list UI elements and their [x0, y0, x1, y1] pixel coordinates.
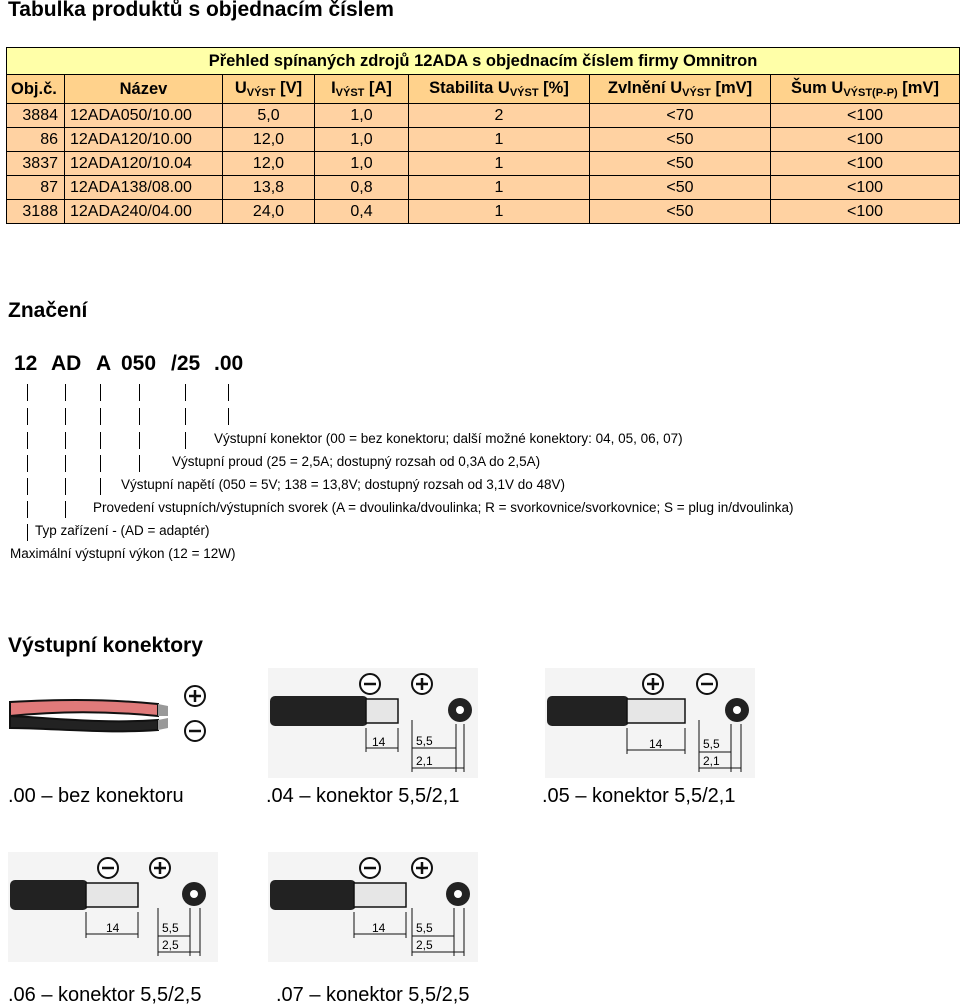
col-header-obj: Obj.č.: [7, 75, 65, 104]
dim-length: 14: [106, 921, 120, 935]
leader-bar: [185, 408, 186, 425]
leader-bar: [65, 501, 66, 518]
leader-bar: [27, 524, 28, 541]
leader-bar: [139, 432, 140, 449]
table-row: [7, 152, 960, 176]
cell-u: 13,8: [223, 176, 315, 200]
cell-u: 12,0: [223, 152, 315, 176]
cell-obj: 86: [7, 128, 65, 152]
plug-connector-07-figure: [268, 852, 478, 962]
product-table: [6, 47, 960, 224]
dim-outer: 5,5: [416, 734, 433, 748]
leader-bar: [100, 384, 101, 401]
leader-bar: [228, 408, 229, 425]
leader-bar: [185, 384, 186, 401]
cell-nazev: 12ADA120/10.00: [65, 128, 223, 152]
cell-stabilita: 2: [409, 104, 590, 128]
code-part-current: /25: [171, 352, 201, 375]
leader-bar: [100, 455, 101, 472]
cell-zvlneni: <70: [590, 104, 771, 128]
cell-sum: <100: [771, 176, 960, 200]
plus-icon: [185, 686, 205, 706]
page-title: Tabulka produktů s objednacím číslem: [8, 0, 394, 21]
plug-connector-05-figure: [545, 668, 755, 778]
dim-inner: 2,5: [416, 938, 433, 952]
plug-connector-04-figure: [268, 668, 478, 778]
col-header-stabilita: Stabilita $U_{VÝST}$ [%]: [409, 75, 590, 104]
cell-u: 24,0: [223, 200, 315, 224]
code-part-connector: .00: [214, 352, 244, 375]
desc-terminals: Provedení vstupních/výstupních svorek (A = dvoulinka/dvoulinka; R = svorkovnice/svorkovnice; S = plug in/dvoulinka): [93, 500, 794, 515]
dim-outer: 5,5: [416, 921, 433, 935]
code-part-voltage: 050: [121, 352, 157, 375]
cell-sum: <100: [771, 128, 960, 152]
leader-bar: [228, 384, 229, 401]
leader-bar: [139, 455, 140, 472]
cell-obj: 3188: [7, 200, 65, 224]
minus-icon: [360, 674, 380, 694]
connector-label-04: .04 – konektor 5,5/2,1: [266, 785, 460, 807]
cell-zvlneni: <50: [590, 128, 771, 152]
cell-nazev: 12ADA240/04.00: [65, 200, 223, 224]
code-part-type: AD: [51, 352, 82, 375]
leader-bar: [27, 432, 28, 449]
cell-zvlneni: <50: [590, 152, 771, 176]
leader-bar: [27, 478, 28, 495]
col-header-zvlneni: Zvlnění $U_{VÝST}$ [mV]: [590, 75, 771, 104]
dim-length: 14: [372, 735, 386, 749]
col-header-i: $I_{VÝST}$ [A]: [315, 75, 409, 104]
table-row: [7, 104, 960, 128]
leader-bar: [27, 455, 28, 472]
cable-bare-figure: [8, 682, 213, 750]
cell-sum: <100: [771, 152, 960, 176]
col-header-nazev: Název: [65, 75, 223, 104]
desc-current: Výstupní proud (25 = 2,5A; dostupný rozsah od 0,3A do 2,5A): [172, 454, 541, 469]
cell-zvlneni: <50: [590, 176, 771, 200]
connector-label-07: .07 – konektor 5,5/2,5: [276, 984, 470, 1006]
leader-bar: [139, 384, 140, 401]
code-part-power: 12: [14, 352, 38, 375]
minus-icon: [360, 858, 380, 878]
leader-bar: [27, 384, 28, 401]
plus-icon: [643, 674, 663, 694]
cell-i: 1,0: [315, 152, 409, 176]
leader-bar: [139, 408, 140, 425]
leader-bar: [100, 432, 101, 449]
cell-stabilita: 1: [409, 176, 590, 200]
leader-bar: [65, 432, 66, 449]
dim-outer: 5,5: [703, 737, 720, 751]
dim-inner: 2,1: [416, 754, 433, 768]
dim-inner: 2,1: [703, 754, 720, 768]
dim-outer: 5,5: [162, 921, 179, 935]
table-caption: Přehled spínaných zdrojů 12ADA s objednacím číslem firmy Omnitron: [7, 48, 960, 75]
col-header-u: $U_{VÝST}$ [V]: [223, 75, 315, 104]
cell-nazev: 12ADA120/10.04: [65, 152, 223, 176]
desc-voltage: Výstupní napětí (050 = 5V; 138 = 13,8V; dostupný rozsah od 3,1V do 48V): [121, 477, 566, 492]
table-row: [7, 128, 960, 152]
cell-i: 1,0: [315, 104, 409, 128]
leader-bar: [65, 408, 66, 425]
table-row: [7, 176, 960, 200]
cell-obj: 3884: [7, 104, 65, 128]
table-header-row: [7, 75, 960, 104]
cell-stabilita: 1: [409, 200, 590, 224]
desc-power: Maximální výstupní výkon (12 = 12W): [10, 546, 236, 561]
leader-bar: [27, 408, 28, 425]
cell-sum: <100: [771, 200, 960, 224]
minus-icon: [185, 721, 205, 741]
cell-obj: 3837: [7, 152, 65, 176]
cell-nazev: 12ADA050/10.00: [65, 104, 223, 128]
znaceni-heading: Značení: [8, 299, 88, 322]
konektory-heading: Výstupní konektory: [8, 634, 203, 657]
cell-stabilita: 1: [409, 152, 590, 176]
desc-connector: Výstupní konektor (00 = bez konektoru; další možné konektory: 04, 05, 06, 07): [214, 431, 683, 446]
leader-bar: [65, 455, 66, 472]
leader-bar: [65, 478, 66, 495]
cell-i: 0,8: [315, 176, 409, 200]
dim-inner: 2,5: [162, 938, 179, 952]
leader-bar: [185, 432, 186, 449]
connector-label-06: .06 – konektor 5,5/2,5: [8, 984, 202, 1006]
leader-bar: [65, 384, 66, 401]
connector-label-05: .05 – konektor 5,5/2,1: [542, 785, 736, 807]
connector-label-00: .00 – bez konektoru: [8, 785, 184, 807]
plus-icon: [412, 674, 432, 694]
cell-i: 0,4: [315, 200, 409, 224]
col-header-sum: Šum $U_{VÝST(P-P)}$ [mV]: [771, 75, 960, 104]
dim-length: 14: [649, 737, 663, 751]
minus-icon: [697, 674, 717, 694]
cell-i: 1,0: [315, 128, 409, 152]
minus-icon: [98, 858, 118, 878]
leader-bar: [100, 408, 101, 425]
cell-u: 5,0: [223, 104, 315, 128]
cell-nazev: 12ADA138/08.00: [65, 176, 223, 200]
plus-icon: [412, 858, 432, 878]
desc-type: Typ zařízení - (AD = adaptér): [35, 523, 210, 538]
table-row: [7, 200, 960, 224]
cell-u: 12,0: [223, 128, 315, 152]
cell-sum: <100: [771, 104, 960, 128]
leader-bar: [100, 478, 101, 495]
code-part-terminals: A: [96, 352, 112, 375]
plug-connector-06-figure: [8, 852, 218, 962]
plus-icon: [150, 858, 170, 878]
cell-stabilita: 1: [409, 128, 590, 152]
cell-obj: 87: [7, 176, 65, 200]
leader-bar: [27, 501, 28, 518]
dim-length: 14: [372, 921, 386, 935]
cell-zvlneni: <50: [590, 200, 771, 224]
